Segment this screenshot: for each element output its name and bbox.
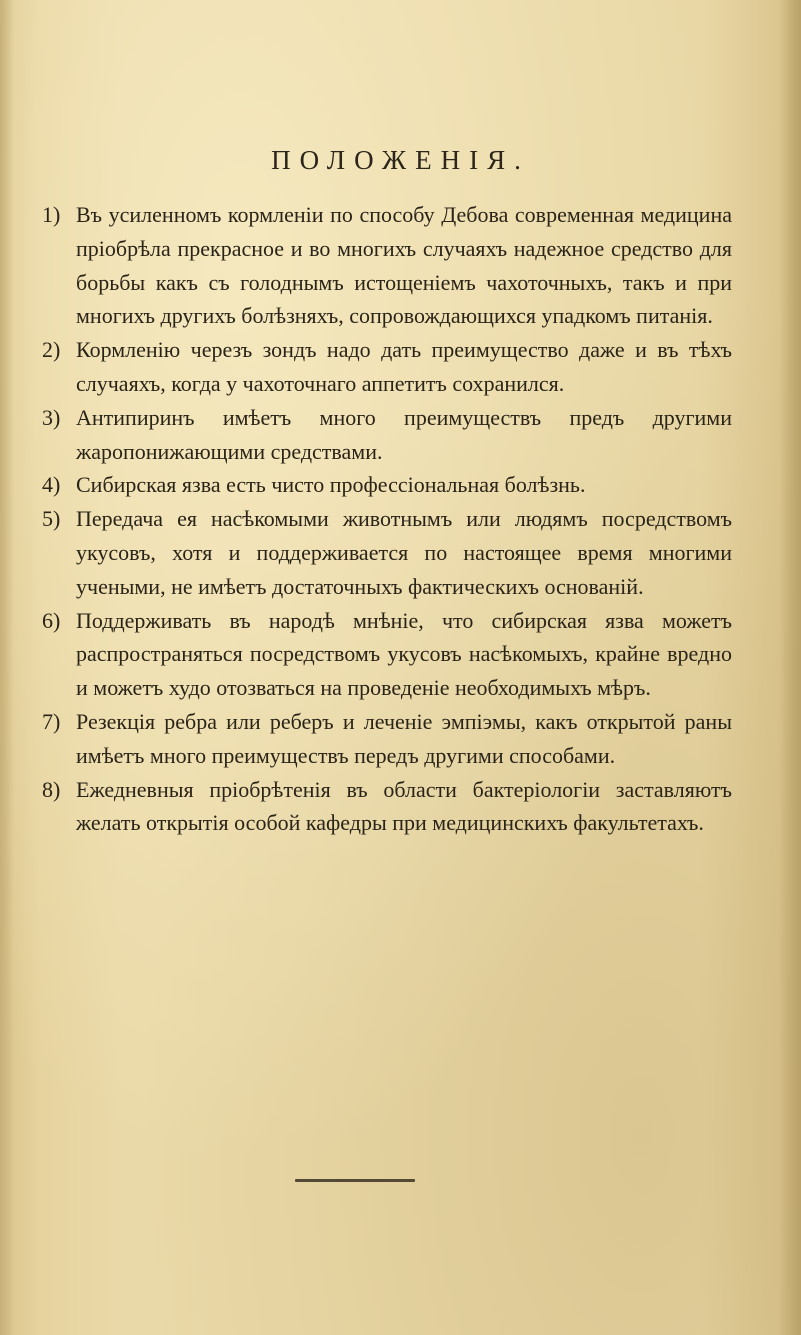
page-title: ПОЛОЖЕНІЯ. bbox=[271, 145, 530, 175]
list-item bbox=[42, 604, 732, 705]
item-number: 7) bbox=[42, 708, 61, 734]
theses-list bbox=[42, 198, 732, 840]
list-item bbox=[42, 198, 732, 333]
list-item bbox=[42, 401, 732, 469]
list-item bbox=[42, 468, 732, 502]
item-number: 4) bbox=[42, 472, 61, 498]
item-text: Передача ея насѣкомыми животнымъ или людямъ посредствомъ укусовъ, хотя и поддерживается по настоящее время многими учеными, не имѣетъ достаточныхъ фактическихъ основаній. bbox=[76, 506, 732, 599]
item-text: Ежедневныя пріобрѣтенія въ области бактеріологіи заставляютъ желать открытія особой кафедры при медицинскихъ факультетахъ. bbox=[76, 776, 732, 836]
item-number: 8) bbox=[42, 776, 61, 802]
item-number: 1) bbox=[42, 202, 61, 227]
closing-rule bbox=[295, 1179, 415, 1182]
item-text: Поддерживать въ народѣ мнѣніе, что сибирская язва можетъ распространяться посредствомъ укусовъ насѣкомыхъ, крайне вредно и можетъ худо отозваться на проведеніе необходимыхъ мѣръ. bbox=[76, 607, 732, 701]
item-text: Резекція ребра или реберъ и леченіе эмпіэмы, какъ открытой раны имѣетъ много преимуществъ передъ другими способами. bbox=[76, 708, 732, 768]
page-left-shadow bbox=[0, 0, 14, 1335]
item-number: 3) bbox=[42, 404, 61, 430]
page-right-shadow bbox=[779, 0, 801, 1335]
item-number: 2) bbox=[42, 337, 61, 363]
list-item bbox=[42, 333, 732, 401]
item-text: Въ усиленномъ кормленіи по способу Дебова современная медицина пріобрѣла прекрасное и во многихъ случаяхъ надежное средство для борьбы какъ съ голоднымъ истощеніемъ чахоточныхъ, такъ и при многихъ другихъ болѣзняхъ, сопровождающихся упадкомъ питанія. bbox=[76, 202, 732, 329]
list-item bbox=[42, 705, 732, 773]
item-text: Сибирская язва есть чисто профессіональная болѣзнь. bbox=[76, 472, 586, 498]
item-text: Антипиринъ имѣетъ много преимуществъ предъ другими жаропонижающими средствами. bbox=[76, 404, 732, 464]
item-text: Кормленію черезъ зондъ надо дать преимущество даже и въ тѣхъ случаяхъ, когда у чахоточнаго аппетитъ сохранился. bbox=[76, 337, 732, 396]
item-number: 5) bbox=[42, 506, 61, 532]
item-number: 6) bbox=[42, 607, 61, 633]
list-item bbox=[42, 502, 732, 603]
list-item bbox=[42, 773, 732, 841]
